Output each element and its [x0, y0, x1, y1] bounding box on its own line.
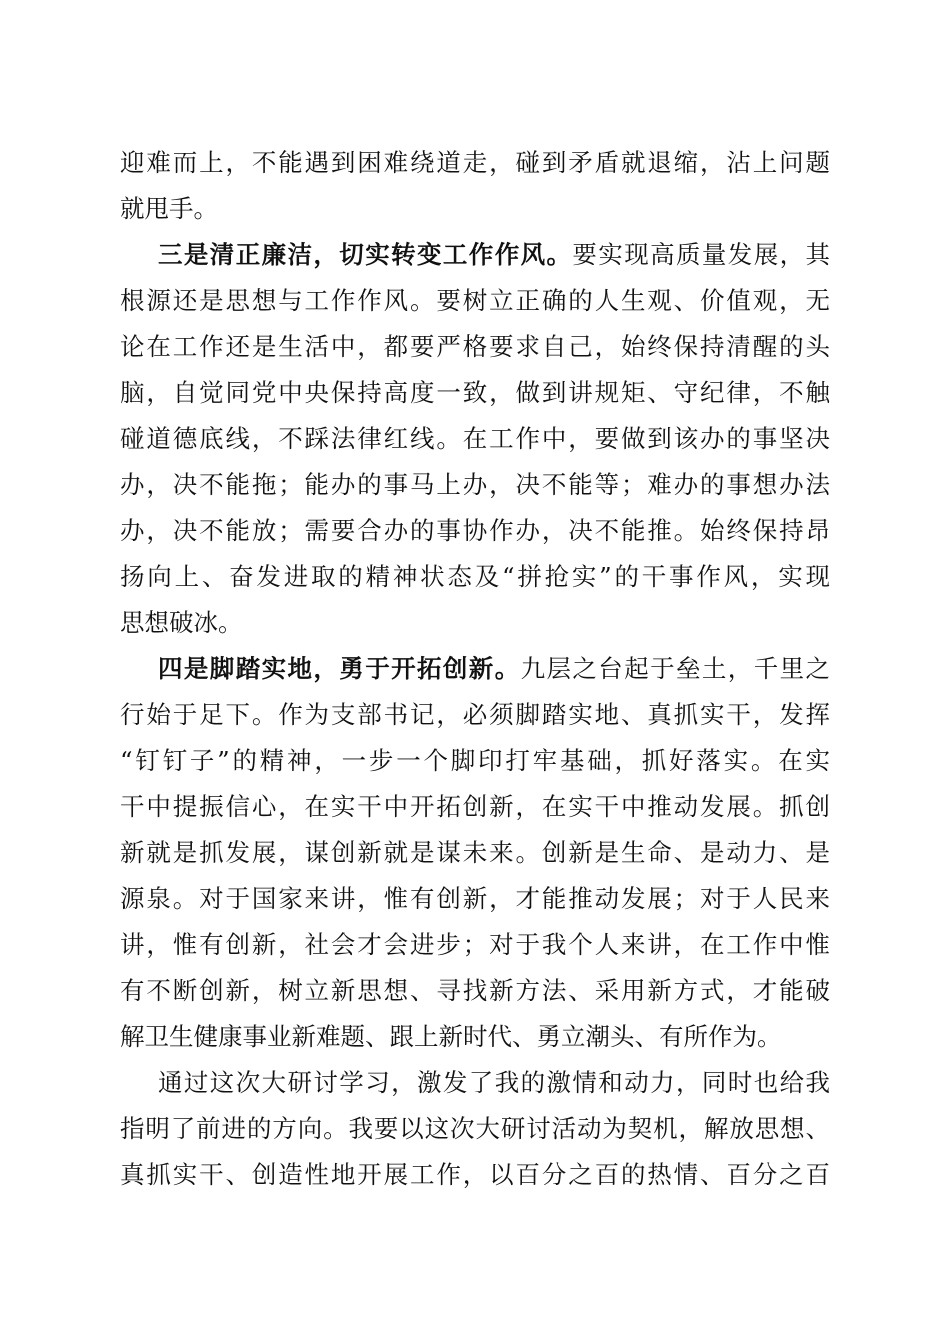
paragraph-first-line: 通过这次大研讨学习，激发了我的激情和动力，同时也给我 [158, 1068, 830, 1097]
body-text-line: 真抓实干、创造性地开展工作，以百分之百的热情、百分之百 [120, 1160, 830, 1189]
body-text-line: 就甩手。 [120, 194, 218, 223]
body-text-line: 根源还是思想与工作作风。要树立正确的人生观、价值观，无 [120, 286, 830, 315]
body-text-line: 源泉。对于国家来讲，惟有创新，才能推动发展；对于人民来 [120, 884, 830, 913]
body-text-line: 行始于足下。作为支部书记，必须脚踏实地、真抓实干，发挥 [120, 700, 830, 729]
body-text-line: 迎难而上，不能遇到困难绕道走，碰到矛盾就退缩，沾上问题 [120, 148, 830, 177]
body-text-line: 解卫生健康事业新难题、跟上新时代、勇立潮头、有所作为。 [120, 1022, 782, 1051]
paragraph-first-line [158, 646, 830, 692]
paragraph-first-line [158, 232, 830, 278]
body-text-line: 有不断创新，树立新思想、寻找新方法、采用新方式，才能破 [120, 976, 830, 1005]
body-text-line: 指明了前进的方向。我要以这次大研讨活动为契机，解放思想、 [120, 1114, 830, 1143]
body-text-line: 思想破冰。 [120, 608, 243, 637]
paragraph-lead-heading: 三是清正廉洁，切实转变工作作风。 [158, 240, 573, 269]
body-text: 九层之台起于垒土，千里之 [520, 654, 831, 683]
paragraph-lead-heading: 四是脚踏实地，勇于开拓创新。 [158, 654, 521, 683]
body-text-line: 新就是抓发展，谋创新就是谋未来。创新是生命、是动力、是 [120, 838, 830, 867]
body-text: 要实现高质量发展，其 [572, 240, 831, 269]
body-text-line: 办，决不能放；需要合办的事协作办，决不能推。始终保持昂 [120, 516, 830, 545]
body-text-line: 碰道德底线，不踩法律红线。在工作中，要做到该办的事坚决 [120, 424, 830, 453]
body-text-line: 讲，惟有创新，社会才会进步；对于我个人来讲，在工作中惟 [120, 930, 830, 959]
body-text-line: 脑，自觉同党中央保持高度一致，做到讲规矩、守纪律，不触 [120, 378, 830, 407]
body-text-line: 论在工作还是生活中，都要严格要求自己，始终保持清醒的头 [120, 332, 830, 361]
body-text-line: “钉钉子”的精神，一步一个脚印打牢基础，抓好落实。在实 [120, 746, 830, 775]
body-text-line: 干中提振信心，在实干中开拓创新，在实干中推动发展。抓创 [120, 792, 830, 821]
body-text-line: 办，决不能拖；能办的事马上办，决不能等；难办的事想办法 [120, 470, 830, 499]
body-text-line: 扬向上、奋发进取的精神状态及“拼抢实”的干事作风，实现 [120, 562, 830, 591]
